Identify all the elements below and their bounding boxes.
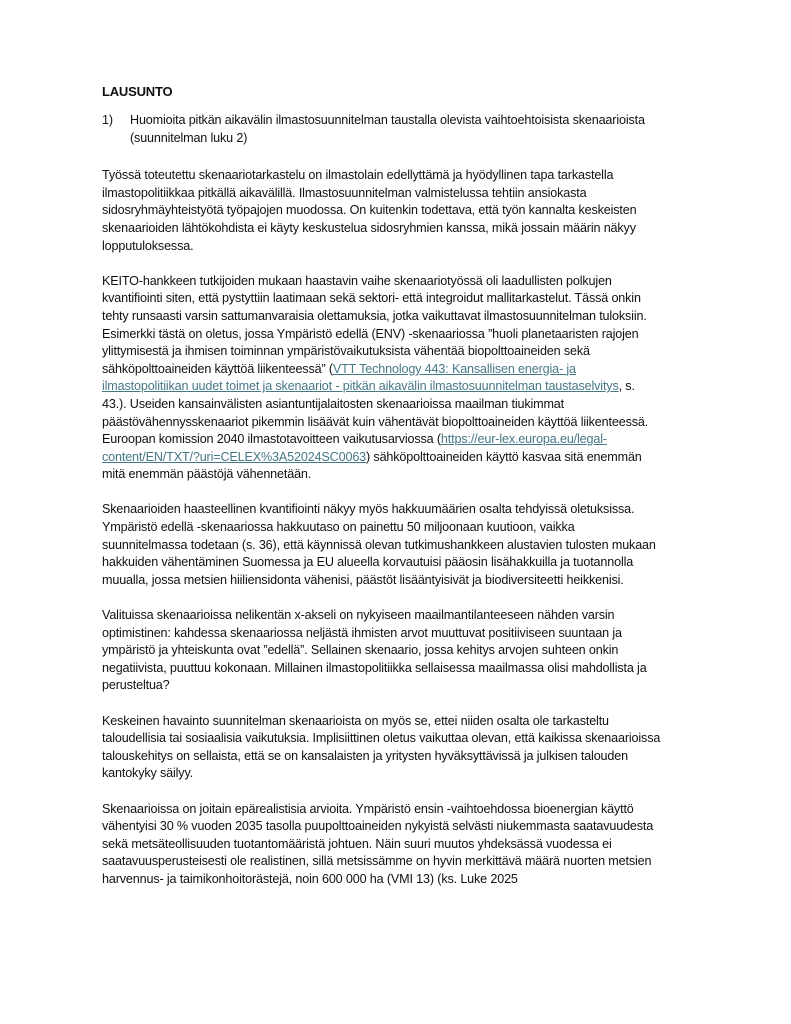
paragraph-keito-quantification	[102, 273, 662, 484]
paragraph-x-axis-optimism: Valituissa skenaarioissa nelikentän x-akseli on nykyiseen maailmantilanteeseen nähden varsin optimistinen: kahdessa skenaariossa neljästä ihmisten arvot muuttuvat positiiviseen suuntaan ja ympäristö ja yhteiskunta ovat ”edellä”. Sellainen skenaario, jossa kehitys arvojen suhteen onkin negatiivista, puuttuu kokonaan. Millainen ilmastopolitiikka sellaisessa maailmassa olisi mahdollista ja perusteltua?	[102, 608, 647, 693]
paragraph-text: , s. 43.). Useiden kansainvälisten asiantuntijalaitosten skenaarioissa maailman tiukimmat päästövähennysskenaariot pikemmin lisäävät kuin vähentävät biopolttoaineiden käyttöä liikenteessä. Euroopan komission 2040 ilmastotavoitteen vaikutusarviossa (	[102, 379, 649, 447]
paragraph-text: ) sähköpolttoaineiden käyttö kasvaa sitä enemmän mitä enemmän päästöjä vähennetään.	[102, 449, 642, 482]
paragraph-scenario-review: Työssä toteutettu skenaariotarkastelu on ilmastolain edellyttämä ja hyödyllinen tapa tarkastella ilmastopolitiikkaa pitkällä aikavälillä. Ilmastosuunnitelman valmistelussa tehtiin ansiokasta sidosryhmäyhteistyötä työpajojen muodossa. On kuitenkin todettava, että työn kannalta keskeisten skenaarioiden lähtökohdista ei käyty keskustelua sidosryhmien kanssa, mikä jossain määrin näkyy lopputuloksessa.	[102, 168, 637, 253]
numbered-list-item	[102, 112, 662, 147]
paragraph-unrealistic-estimates: Skenaarioissa on joitain epärealistisia arvioita. Ympäristö ensin -vaihtoehdossa bioenergian käyttö vähentyisi 30 % vuoden 2035 tasolla puupolttoaineiden nykyistä selvästi niukemmasta saatavuudesta sekä metsäteollisuuden tuotantomääristä johtuen. Näin suuri muutos yhdeksässä vuodessa ei saatavuusperusteisesti ole realistinen, sillä metsissämme on hyvin merkittävä määrä nuorten metsien harvennus- ja taimikonhoitorästejä, noin 600 000 ha (VMI 13) (ks. Luke 2025	[102, 801, 654, 886]
paragraph-text: KEITO-hankkeen tutkijoiden mukaan haastavin vaihe skenaariotyössä oli laadullisten polkujen kvantifiointi siten, että pystyttiin laatimaan sekä sektori- että integroidut mallitarkastelut. Tässä onkin tehty runsaasti varsin sattumanvaraisia olettamuksia, jotka vaikuttavat ilmastosuunnitelman tuloksiin. Esimerkki tästä on oletus, jossa Ympäristö edellä (ENV) -skenaariossa ”huoli planetaaristen rajojen ylittymisestä ja ihmisen toiminnan ympäristövaikutuksista vähentää biopolttoaineiden sekä sähköpolttoaineiden käyttöä liikenteessä” (	[102, 273, 647, 376]
vtt-technology-link[interactable]: VTT Technology 443: Kansallisen energia- ja ilmastopolitiikan uudet toimet ja skenaariot - pitkän aikavälin ilmastosuunnitelman taustaselvitys	[102, 361, 619, 394]
list-number: 1)	[102, 113, 113, 127]
document-page	[102, 84, 662, 906]
list-item-text: Huomioita pitkän aikavälin ilmastosuunnitelman taustalla olevista vaihtoehtoisista skenaarioista (suunnitelman luku 2)	[130, 113, 645, 145]
paragraph-economic-impacts: Keskeinen havainto suunnitelman skenaarioista on myös se, ettei niiden osalta ole tarkasteltu taloudellisia tai sosiaalisia vaikutuksia. Implisiittinen oletus vaikuttaa olevan, että kaikissa skenaarioissa talouskehitys on sellaista, että se on kansalaisten ja yritysten hyväksyttävissä ja julkisen talouden kantokyky säilyy.	[102, 713, 661, 781]
paragraph-harvest-assumptions: Skenaarioiden haasteellinen kvantifiointi näkyy myös hakkuumäärien osalta tehdyissä oletuksissa. Ympäristö edellä -skenaariossa hakkuutaso on painettu 50 miljoonaan kuutioon, vaikka suunnitelmassa todetaan (s. 36), että käynnissä olevan tutkimushankkeen alustavien tulosten mukaan hakkuiden vähentäminen Suomessa ja EU alueella korvautuisi pääosin lisähakkuilla ja tuotannolla muualla, jossa metsien hiiliensidonta vähenisi, päästöt lisääntyisivät ja biodiversiteetti heikkenisi.	[102, 502, 656, 587]
eur-lex-link[interactable]: https://eur-lex.europa.eu/legal-content/EN/TXT/?uri=CELEX%3A52024SC0063	[102, 432, 607, 464]
document-heading: LAUSUNTO	[102, 84, 173, 99]
